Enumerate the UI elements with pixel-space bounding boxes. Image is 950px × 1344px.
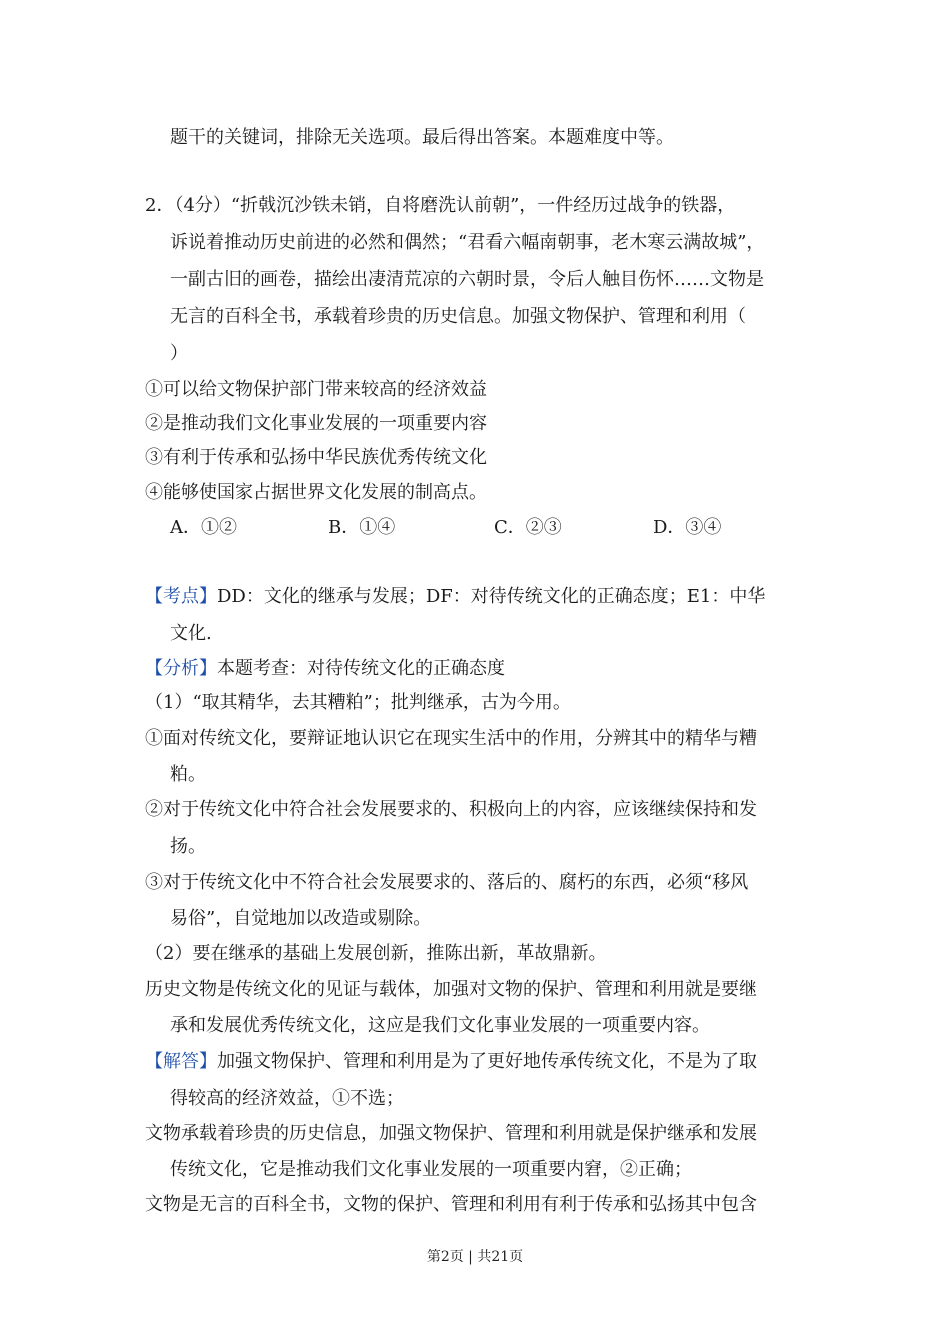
fenxi-line-1 <box>145 657 505 681</box>
jieda-tag: 【解答】 <box>145 1051 217 1072</box>
statement-3: ③有利于传承和弘扬中华民族优秀传统文化 <box>145 447 487 468</box>
fenxi-line: （2）要在继承的基础上发展创新，推陈出新，革故鼎新。 <box>145 943 607 964</box>
fenxi-line: 扬。 <box>170 836 206 857</box>
option-c: C．②③ <box>494 517 562 538</box>
option-b: B．①④ <box>328 517 396 538</box>
jieda-line: 文物承载着珍贵的历史信息，加强文物保护、管理和利用就是保护继承和发展 <box>145 1123 757 1144</box>
jieda-line-1 <box>145 1050 757 1074</box>
jieda-line: 传统文化，它是推动我们文化事业发展的一项重要内窘，②正确； <box>170 1159 692 1180</box>
kaodian-line-1 <box>145 585 765 609</box>
fenxi-line: 易俗”，自觉地加以改造或剔除。 <box>170 908 432 929</box>
question-line-5: ） <box>170 343 188 364</box>
question-line-4: 无言的百科全书，承载着珍贵的历史信息。加强文物保护、管理和利用（ <box>170 306 746 327</box>
kaodian-line-2: 文化. <box>170 623 212 644</box>
page-footer: 第2页 | 共21页 <box>426 1249 524 1265</box>
jieda-line: 文物是无言的百科全书，文物的保护、管理和利用有利于传承和弘扬其中包含 <box>145 1194 757 1215</box>
fenxi-line: 粕。 <box>170 764 206 785</box>
fenxi-line: （1）“取其精华，去其糟粕”；批判继承，古为今用。 <box>145 692 571 713</box>
kaodian-tag: 【考点】 <box>145 586 217 607</box>
fenxi-line: ②对于传统文化中符合社会发展要求的、积极向上的内容，应该继续保持和发 <box>145 799 757 820</box>
option-a: A．①② <box>170 517 237 538</box>
fenxi-line: 承和发展优秀传统文化，这应是我们文化事业发展的一项重要内容。 <box>170 1015 710 1036</box>
question-line-1: 2．（4分）“折戟沉沙铁未销，自将磨洗认前朝”，一件经历过战争的铁器， <box>145 195 736 216</box>
question-line-2: 诉说着推动历史前进的必然和偶然；“君看六幅南朝事，老木寒云满故城”， <box>170 232 765 253</box>
fenxi-line: ③对于传统文化中不符合社会发展要求的、落后的、腐朽的东西，必须“移风 <box>145 872 749 893</box>
fenxi-line: ①面对传统文化，要辩证地认识它在现实生活中的作用，分辨其中的精华与糟 <box>145 728 757 749</box>
statement-4: ④能够使国家占据世界文化发展的制高点。 <box>145 482 487 503</box>
jieda-text: 加强文物保护、管理和利用是为了更好地传承传统文化，不是为了取 <box>217 1051 757 1072</box>
statement-1: ①可以给文物保护部门带来较高的经济效益 <box>145 379 487 400</box>
option-d: D．③④ <box>653 517 722 538</box>
statement-2: ②是推动我们文化事业发展的一项重要内容 <box>145 413 487 434</box>
intro-line: 题干的关键词，排除无关选项。最后得出答案。本题难度中等。 <box>170 127 674 148</box>
fenxi-text: 本题考查：对待传统文化的正确态度 <box>217 658 505 679</box>
question-line-3: 一副古旧的画卷，描绘出凄清荒凉的六朝时景，令后人触目伤怀……文物是 <box>170 269 764 290</box>
fenxi-tag: 【分析】 <box>145 658 217 679</box>
jieda-line: 得较高的经济效益，①不选； <box>170 1088 404 1109</box>
fenxi-line: 历史文物是传统文化的见证与载体，加强对文物的保护、管理和利用就是要继 <box>145 979 757 1000</box>
kaodian-text: DD：文化的继承与发展；DF：对待传统文化的正确态度；E1：中华 <box>217 586 766 607</box>
